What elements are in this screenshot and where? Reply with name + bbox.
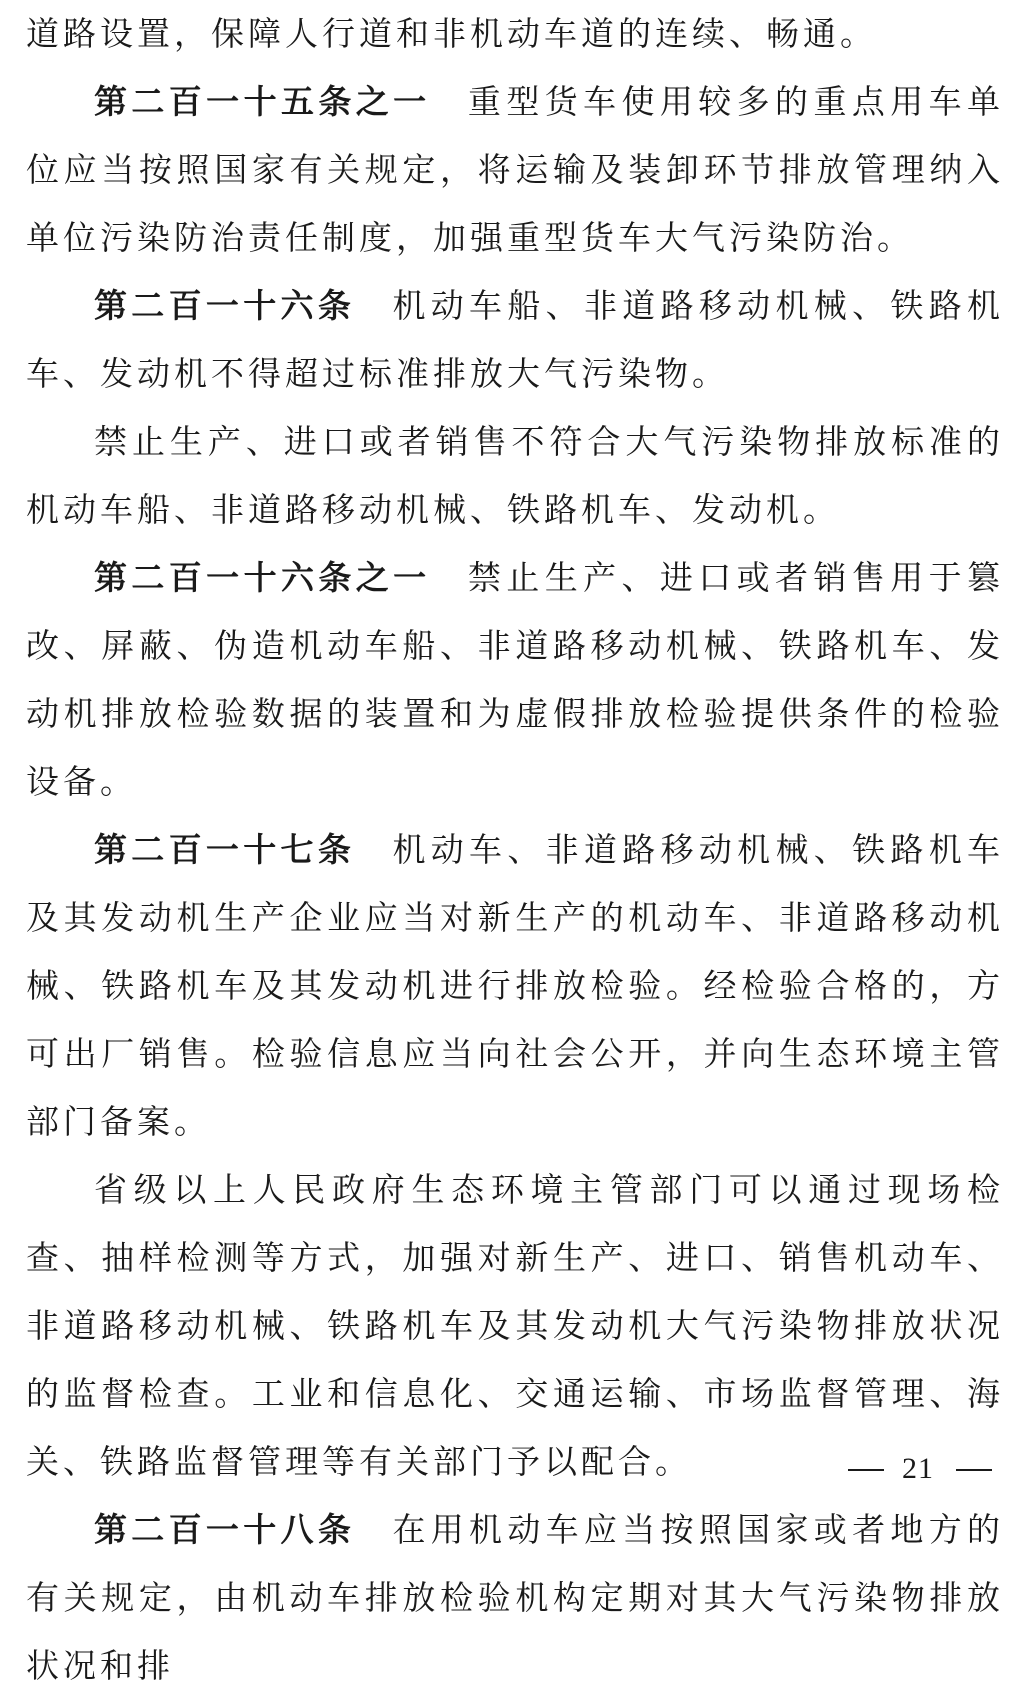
paragraph-text: 禁止生产、进口或者销售用于篡改、屏蔽、伪造机动车船、非道路移动机械、铁路机车、发动机排放检验数据的装置和为虚假排放检验提供条件的检验设备。 — [26, 558, 1005, 801]
article-paragraph — [26, 544, 1004, 816]
article-paragraph — [26, 1496, 1004, 1700]
body-text — [26, 0, 1004, 1700]
article-heading: 第二百一十五条之一 — [94, 82, 431, 121]
paragraph-text: 机动车船、非道路移动机械、铁路机车、发动机不得超过标准排放大气污染物。 — [26, 286, 1005, 393]
paragraph-text: 道路设置，保障人行道和非机动车道的连续、畅通。 — [26, 14, 877, 53]
article-paragraph — [26, 816, 1004, 1156]
paragraph-text: 重型货车使用较多的重点用车单位应当按照国家有关规定，将运输及装卸环节排放管理纳入单位污染防治责任制度，加强重型货车大气污染防治。 — [26, 82, 1005, 257]
article-heading: 第二百一十八条 — [94, 1510, 356, 1549]
footer-dash — [848, 1469, 884, 1471]
article-heading: 第二百一十七条 — [94, 830, 356, 869]
paragraph — [26, 1156, 1004, 1496]
paragraph-text: 禁止生产、进口或者销售不符合大气污染物排放标准的机动车船、非道路移动机械、铁路机车、发动机。 — [26, 422, 1004, 529]
article-paragraph — [26, 68, 1004, 272]
page-footer — [0, 1449, 1024, 1489]
paragraph-text: 省级以上人民政府生态环境主管部门可以通过现场检查、抽样检测等方式，加强对新生产、进口、销售机动车、非道路移动机械、铁路机车及其发动机大气污染物排放状况的监督检查。工业和信息化、交通运输、市场监督管理、海关、铁路监督管理等有关部门予以配合。 — [26, 1170, 1004, 1481]
paragraph-text: 在用机动车应当按照国家或者地方的有关规定，由机动车排放检验机构定期对其大气污染物排放状况和排 — [26, 1510, 1005, 1685]
article-paragraph — [26, 272, 1004, 408]
paragraph — [26, 408, 1004, 544]
paragraph — [26, 0, 1004, 68]
article-heading: 第二百一十六条 — [94, 286, 356, 325]
article-heading: 第二百一十六条之一 — [94, 558, 431, 597]
footer-dash — [956, 1469, 992, 1471]
paragraph-text: 机动车、非道路移动机械、铁路机车及其发动机生产企业应当对新生产的机动车、非道路移动机械、铁路机车及其发动机进行排放检验。经检验合格的，方可出厂销售。检验信息应当向社会公开，并向生态环境主管部门备案。 — [26, 830, 1005, 1141]
page-number: 21 — [902, 1452, 934, 1485]
